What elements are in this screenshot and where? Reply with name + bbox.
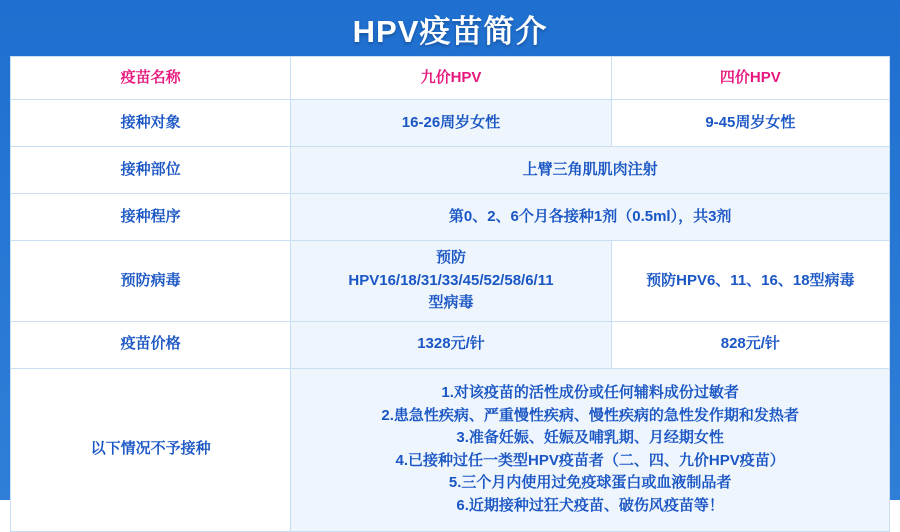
row-label-contraindications: 以下情况不予接种 — [11, 368, 291, 531]
row-label-site: 接种部位 — [11, 147, 291, 194]
row-label-virus: 预防病毒 — [11, 241, 291, 322]
table-row — [11, 241, 890, 322]
virus-nine-line2: HPV16/18/31/33/45/52/58/6/11 — [348, 271, 554, 289]
row-value-virus-nine — [291, 241, 611, 322]
header-col-a: 九价HPV — [291, 57, 611, 100]
row-label-price: 疫苗价格 — [11, 321, 291, 368]
virus-nine-line1: 预防 — [435, 249, 466, 266]
table-row-notes — [11, 368, 890, 531]
table-header-row — [11, 57, 890, 100]
contraindications-list — [291, 368, 890, 531]
list-item: 4.已接种过任一类型HPV疫苗者（二、四、九价HPV疫苗） — [395, 451, 785, 469]
table-row — [11, 100, 890, 147]
row-label-target: 接种对象 — [11, 100, 291, 147]
row-value-virus-four: 预防HPV6、11、16、18型病毒 — [611, 241, 889, 322]
list-item: 3.准备妊娠、妊娠及哺乳期、月经期女性 — [456, 429, 724, 446]
header-label-cell: 疫苗名称 — [11, 57, 291, 100]
table-row — [11, 194, 890, 241]
table-row — [11, 321, 890, 368]
row-value-price-four: 828元/针 — [611, 321, 889, 368]
header-col-b: 四价HPV — [611, 57, 889, 100]
list-item: 2.患急性疾病、严重慢性疾病、慢性疾病的急性发作期和发热者 — [381, 406, 799, 424]
title-bar — [10, 0, 890, 56]
virus-nine-line3: 型病毒 — [428, 294, 474, 311]
row-value-procedure: 第0、2、6个月各接种1剂（0.5ml），共3剂 — [291, 194, 890, 241]
row-label-procedure: 接种程序 — [11, 194, 291, 241]
table-row — [11, 147, 890, 194]
row-value-price-nine: 1328元/针 — [291, 321, 611, 368]
vaccine-comparison-table — [10, 56, 890, 532]
list-item: 5.三个月内使用过免疫球蛋白或血液制品者 — [448, 474, 732, 491]
row-value-site: 上臂三角肌肌肉注射 — [291, 147, 890, 194]
list-item: 1.对该疫苗的活性成份或任何辅料成份过敏者 — [441, 384, 739, 401]
row-value-target-nine: 16-26周岁女性 — [291, 100, 611, 147]
row-value-target-four: 9-45周岁女性 — [611, 100, 889, 147]
list-item: 6.近期接种过狂犬疫苗、破伤风疫苗等！ — [456, 496, 724, 514]
page-title: HPV疫苗简介 — [352, 13, 548, 49]
